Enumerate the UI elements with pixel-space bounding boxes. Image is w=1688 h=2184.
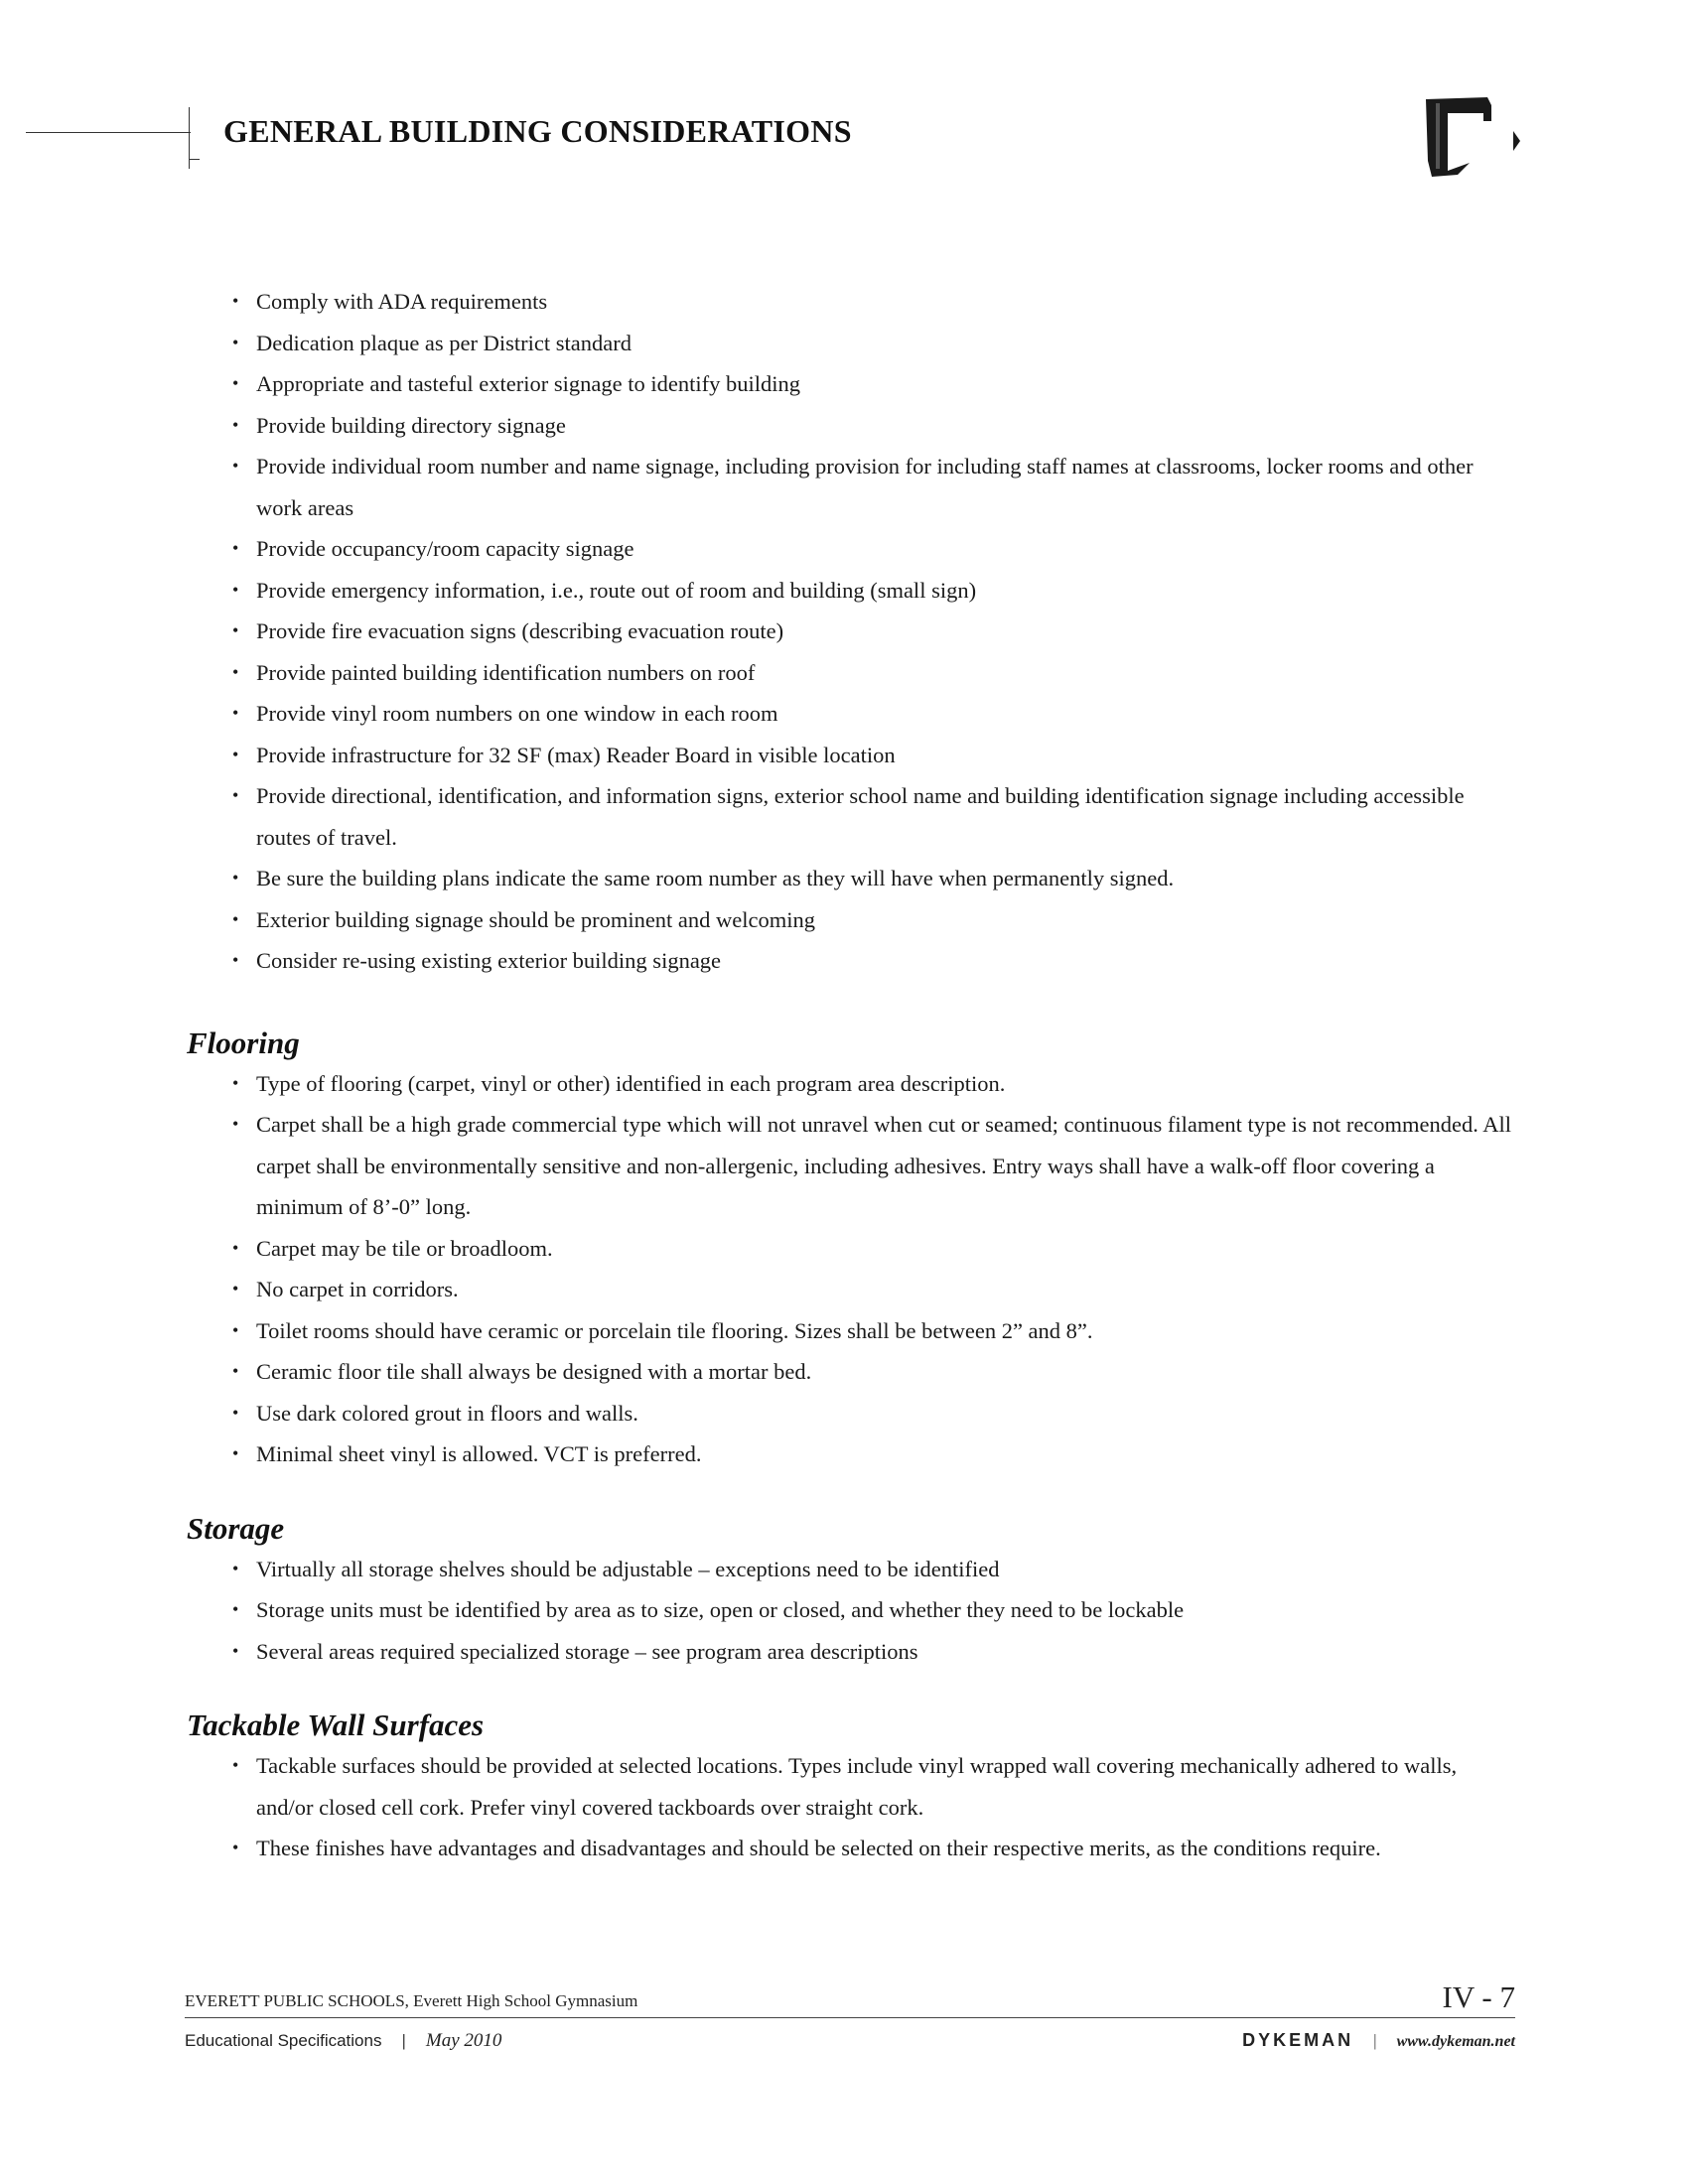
list-item-text: Be sure the building plans indicate the same room number as they will have when permanently signed. [256, 866, 1175, 890]
list-item [232, 1104, 1517, 1228]
list-item-text: Storage units must be identified by area as to size, open or closed, and whether they need to be lockable [256, 1597, 1185, 1622]
list-item-text: Virtually all storage shelves should be adjustable – exceptions need to be identified [256, 1556, 1000, 1581]
bullet-icon: • [232, 1558, 239, 1578]
list-item [232, 446, 1517, 528]
footer-brand: DYKEMAN [1242, 2030, 1354, 2050]
list-item-text: Appropriate and tasteful exterior signage to identify building [256, 371, 800, 396]
list-item-text: Tackable surfaces should be provided at selected locations. Types include vinyl wrapped wall covering mechanically adhered to walls, and/or closed cell cork. Prefer vinyl covered tackboards over straight cork. [256, 1753, 1458, 1820]
list-item [232, 1393, 1517, 1434]
list-item-text: Provide individual room number and name signage, including provision for including staff names at classrooms, locker rooms and other work areas [256, 454, 1474, 520]
bullet-icon: • [232, 1640, 239, 1661]
list-item-text: Provide building directory signage [256, 412, 566, 438]
bullet-icon: • [232, 373, 239, 393]
storage-heading: Storage [187, 1510, 285, 1546]
footer-top [185, 1976, 1515, 2015]
tackable-list [187, 1745, 1517, 1869]
list-item [232, 323, 1517, 364]
list-item [232, 1549, 1517, 1590]
list-item [232, 735, 1517, 776]
list-item-text: Comply with ADA requirements [256, 289, 548, 314]
footer-separator: | [401, 2031, 406, 2050]
list-item [232, 1351, 1517, 1393]
dykeman-logo-icon [1418, 91, 1527, 191]
list-item-text: Provide directional, identification, and information signs, exterior school name and building identification signage including accessible routes of travel. [256, 783, 1465, 850]
footer-separator-right: | [1373, 2031, 1377, 2050]
list-item-text: Provide painted building identification numbers on roof [256, 659, 756, 685]
bullet-icon: • [232, 1599, 239, 1619]
bullet-icon: • [232, 744, 239, 764]
list-item [232, 363, 1517, 405]
footer-doc-info [185, 2030, 501, 2052]
bullet-icon: • [232, 414, 239, 435]
bullet-icon: • [232, 456, 239, 476]
list-item-text: Minimal sheet vinyl is allowed. VCT is preferred. [256, 1441, 702, 1466]
list-item-text: Provide emergency information, i.e., route out of room and building (small sign) [256, 577, 977, 603]
page-title: GENERAL BUILDING CONSIDERATIONS [223, 113, 852, 149]
list-item [232, 693, 1517, 735]
bullet-icon: • [232, 1443, 239, 1463]
list-item [232, 611, 1517, 652]
bullet-icon: • [232, 1838, 239, 1857]
footer-bottom [185, 2030, 1515, 2060]
list-item-text: These finishes have advantages and disadvantages and should be selected on their respective merits, as the conditions require. [256, 1836, 1381, 1860]
flooring-list [187, 1063, 1517, 1475]
list-item-text: Provide vinyl room numbers on one window in each room [256, 701, 778, 726]
list-item [232, 1063, 1517, 1105]
storage-list [187, 1549, 1517, 1673]
list-item [232, 281, 1517, 323]
list-item-text: Provide occupancy/room capacity signage [256, 536, 634, 561]
list-item [232, 1631, 1517, 1673]
list-item [232, 570, 1517, 612]
bullet-icon: • [232, 908, 239, 929]
header-rule-tick-foot [190, 159, 200, 160]
list-item-text: Exterior building signage should be prominent and welcoming [256, 906, 816, 932]
footer-brand-info [1242, 2030, 1515, 2051]
bullet-icon: • [232, 1755, 239, 1775]
footer-url[interactable]: www.dykeman.net [1396, 2033, 1515, 2050]
footer-date: May 2010 [425, 2030, 502, 2051]
bullet-icon: • [232, 868, 239, 887]
signage-list [187, 281, 1517, 982]
bullet-icon: • [232, 1319, 239, 1340]
list-item [232, 775, 1517, 858]
list-item [232, 1310, 1517, 1352]
list-item [232, 1828, 1517, 1869]
list-item-text: Carpet shall be a high grade commercial type which will not unravel when cut or seamed; continuous filament type is not recommended. All carpet shall be environmentally sensitive and non-allergenic, including adhesives. Entry ways shall have a walk-off floor covering a minimum of 8’-0” long. [256, 1112, 1512, 1219]
list-item [232, 1745, 1517, 1828]
list-item [232, 1589, 1517, 1631]
main-content [187, 281, 1517, 1869]
list-item [232, 652, 1517, 694]
list-item-text: Toilet rooms should have ceramic or porcelain tile flooring. Sizes shall be between 2” and 8”. [256, 1317, 1093, 1343]
list-item-text: Consider re-using existing exterior building signage [256, 948, 722, 973]
list-item-text: Use dark colored grout in floors and walls. [256, 1400, 638, 1426]
bullet-icon: • [232, 661, 239, 682]
bullet-icon: • [232, 1279, 239, 1298]
bullet-icon: • [232, 1072, 239, 1093]
list-item-text: Several areas required specialized storage – see program area descriptions [256, 1638, 918, 1664]
bullet-icon: • [232, 950, 239, 970]
list-item-text: Carpet may be tile or broadloom. [256, 1235, 553, 1261]
bullet-icon: • [232, 538, 239, 558]
header-rule [26, 132, 191, 133]
bullet-icon: • [232, 620, 239, 640]
bullet-icon: • [232, 332, 239, 352]
flooring-heading: Flooring [187, 1024, 300, 1060]
footer-divider [185, 2017, 1515, 2018]
list-item [232, 899, 1517, 941]
bullet-icon: • [232, 1361, 239, 1381]
footer-project: EVERETT PUBLIC SCHOOLS, Everett High School Gymnasium [185, 1991, 638, 2010]
list-item-text: Provide fire evacuation signs (describing evacuation route) [256, 618, 784, 643]
bullet-icon: • [232, 1237, 239, 1258]
list-item-text: No carpet in corridors. [256, 1277, 459, 1301]
list-item [232, 940, 1517, 982]
list-item [232, 1269, 1517, 1310]
list-item-text: Ceramic floor tile shall always be designed with a mortar bed. [256, 1359, 812, 1384]
footer-doc-title: Educational Specifications [185, 2031, 382, 2050]
bullet-icon: • [232, 1402, 239, 1423]
list-item [232, 405, 1517, 447]
list-item-text: Provide infrastructure for 32 SF (max) Reader Board in visible location [256, 742, 896, 767]
bullet-icon: • [232, 703, 239, 723]
bullet-icon: • [232, 579, 239, 600]
tackable-heading: Tackable Wall Surfaces [187, 1707, 485, 1742]
list-item [232, 1228, 1517, 1270]
list-item [232, 528, 1517, 570]
bullet-icon: • [232, 785, 239, 805]
list-item-text: Dedication plaque as per District standard [256, 330, 632, 355]
page-number: IV - 7 [1442, 1979, 1515, 2014]
bullet-icon: • [232, 1114, 239, 1134]
list-item [232, 1433, 1517, 1475]
bullet-icon: • [232, 291, 239, 311]
list-item-text: Type of flooring (carpet, vinyl or other) identified in each program area description. [256, 1070, 1006, 1096]
list-item [232, 858, 1517, 899]
